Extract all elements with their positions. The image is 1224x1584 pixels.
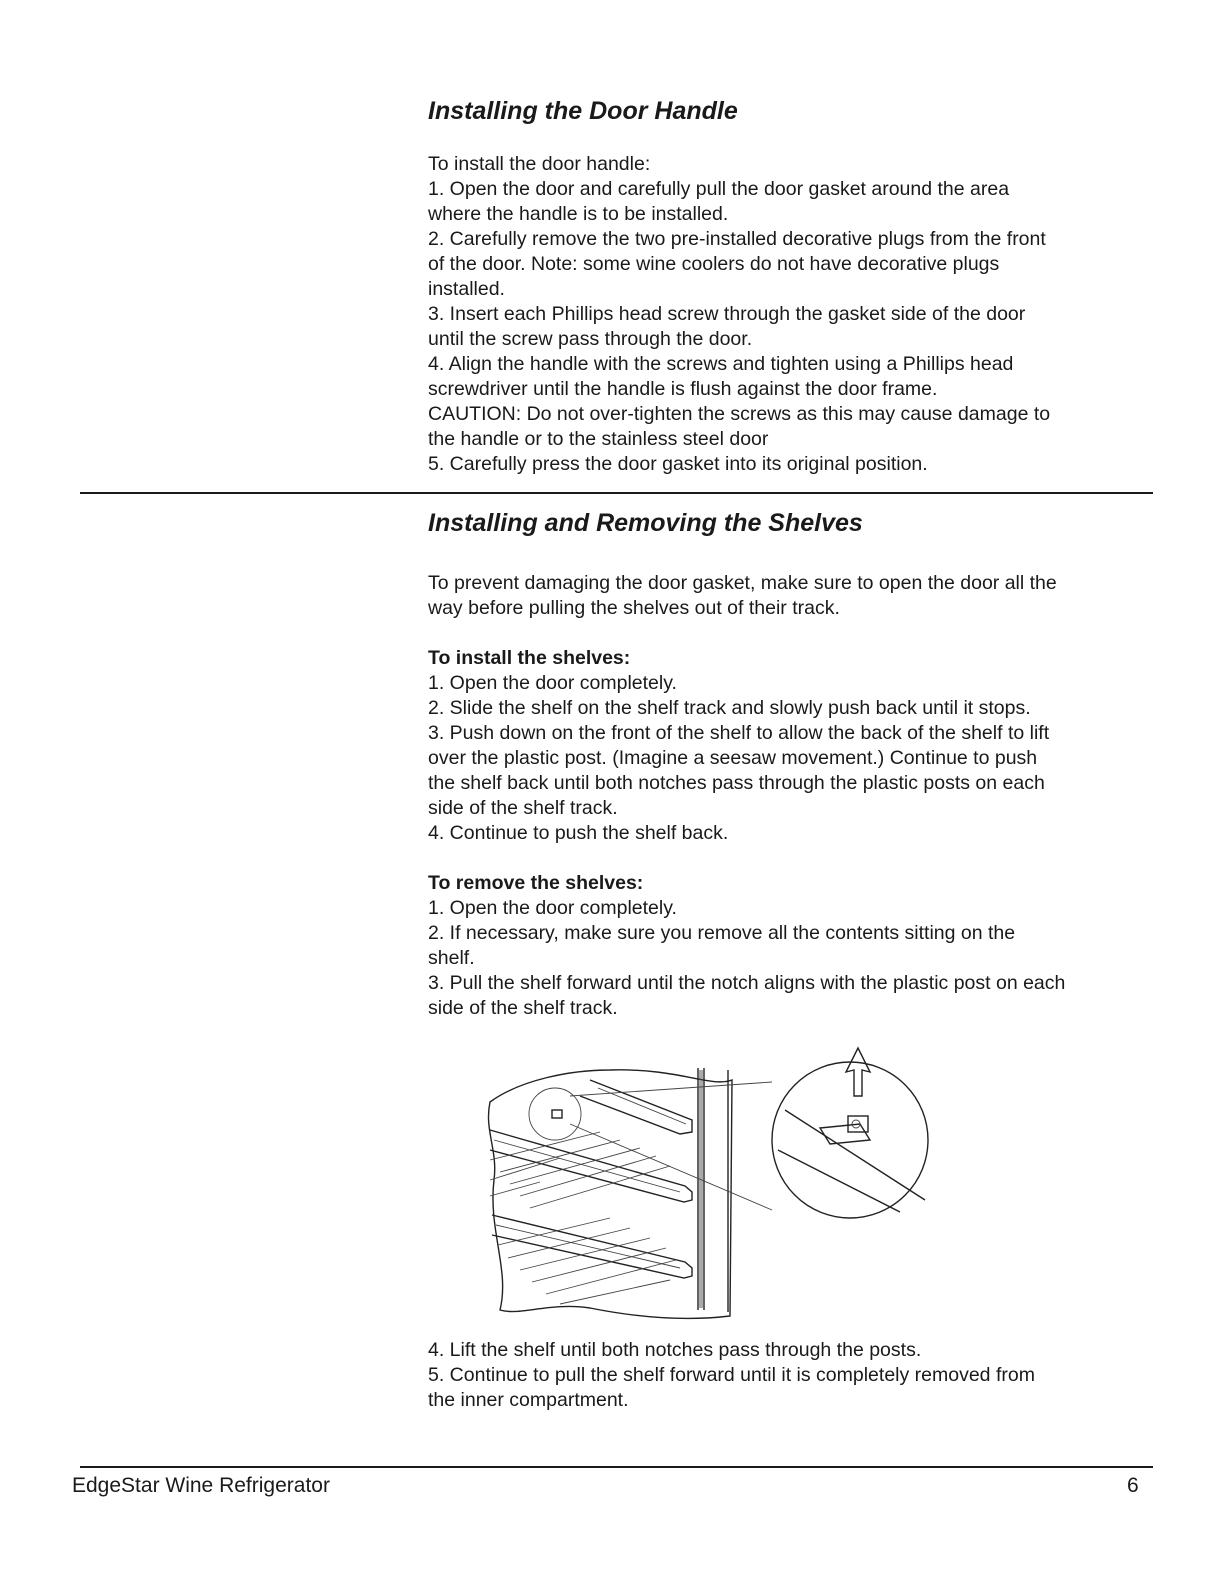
text-line: shelf. (428, 947, 475, 969)
text-line: 1. Open the door completely. (428, 672, 677, 694)
install-shelves-steps (428, 646, 1158, 846)
shelves-after-steps (428, 1338, 1158, 1413)
text-line: where the handle is to be installed. (428, 203, 729, 225)
text-line: 1. Open the door and carefully pull the door gasket around the area (428, 178, 1010, 200)
text-line: side of the shelf track. (428, 997, 618, 1019)
text-line: way before pulling the shelves out of their track. (428, 597, 840, 619)
door-frame (698, 1068, 728, 1312)
text-line: screwdriver until the handle is flush against the door frame. (428, 378, 938, 400)
shelf-rail-upper (490, 1130, 692, 1202)
text-line: To install the door handle: (428, 153, 651, 175)
shelf-removal-illustration (480, 1040, 950, 1330)
text-line: 3. Insert each Phillips head screw through the gasket side of the door (428, 303, 1026, 325)
text-line: the inner compartment. (428, 1389, 629, 1411)
shelf-slats-upper (490, 1132, 670, 1208)
door-handle-instructions (428, 152, 1158, 477)
section-title-shelves: Installing and Removing the Shelves (428, 509, 863, 537)
text-line: 4. Lift the shelf until both notches pass through the posts. (428, 1339, 922, 1361)
text-line: 2. Carefully remove the two pre-installed decorative plugs from the front (428, 228, 1046, 250)
magnified-detail-circle (772, 1062, 928, 1218)
section-divider (80, 492, 1153, 494)
text-line: of the door. Note: some wine coolers do not have decorative plugs (428, 253, 1000, 275)
footer-divider (80, 1466, 1153, 1468)
callout-lines (570, 1082, 772, 1210)
text-line: 3. Push down on the front of the shelf to allow the back of the shelf to lift (428, 722, 1050, 744)
text-line: the shelf back until both notches pass through the plastic posts on each (428, 772, 1045, 794)
text-line: 5. Continue to pull the shelf forward until it is completely removed from (428, 1364, 1035, 1386)
door-frame-hatch (700, 1070, 702, 1308)
shelf-rail-lower-inner (496, 1225, 680, 1268)
text-line: 5. Carefully press the door gasket into its original position. (428, 453, 928, 475)
caution-line: CAUTION: Do not over-tighten the screws as this may cause damage to (428, 403, 1051, 425)
section-shelves (428, 508, 1158, 1021)
install-shelves-heading: To install the shelves: (428, 647, 631, 669)
shelf-rail-lower (492, 1215, 692, 1278)
text-line: side of the shelf track. (428, 797, 618, 819)
caution-line: the handle or to the stainless steel door (428, 428, 769, 450)
remove-shelves-steps (428, 871, 1158, 1021)
top-track (580, 1080, 692, 1134)
page-number: 6 (1127, 1474, 1139, 1497)
text-line: 2. If necessary, make sure you remove all the contents sitting on the (428, 922, 1016, 944)
section-title-door-handle: Installing the Door Handle (428, 97, 738, 125)
plastic-post (552, 1110, 562, 1118)
text-line: 1. Open the door completely. (428, 897, 677, 919)
text-line: To prevent damaging the door gasket, make sure to open the door all the (428, 572, 1057, 594)
text-line: 2. Slide the shelf on the shelf track and slowly push back until it stops. (428, 697, 1031, 719)
section-door-handle (428, 96, 1158, 477)
text-line: 4. Continue to push the shelf back. (428, 822, 729, 844)
text-line: installed. (428, 278, 505, 300)
text-line: over the plastic post. (Imagine a seesaw movement.) Continue to push (428, 747, 1038, 769)
shelves-intro (428, 571, 1158, 621)
magnified-shelf-notch (820, 1124, 870, 1144)
text-line: 4. Align the handle with the screws and tighten using a Phillips head (428, 353, 1014, 375)
text-line: until the screw pass through the door. (428, 328, 753, 350)
lift-arrow-icon (846, 1048, 870, 1096)
text-line: 3. Pull the shelf forward until the notch aligns with the plastic post on each (428, 972, 1066, 994)
remove-shelves-heading: To remove the shelves: (428, 872, 644, 894)
footer-title: EdgeStar Wine Refrigerator (72, 1474, 330, 1497)
